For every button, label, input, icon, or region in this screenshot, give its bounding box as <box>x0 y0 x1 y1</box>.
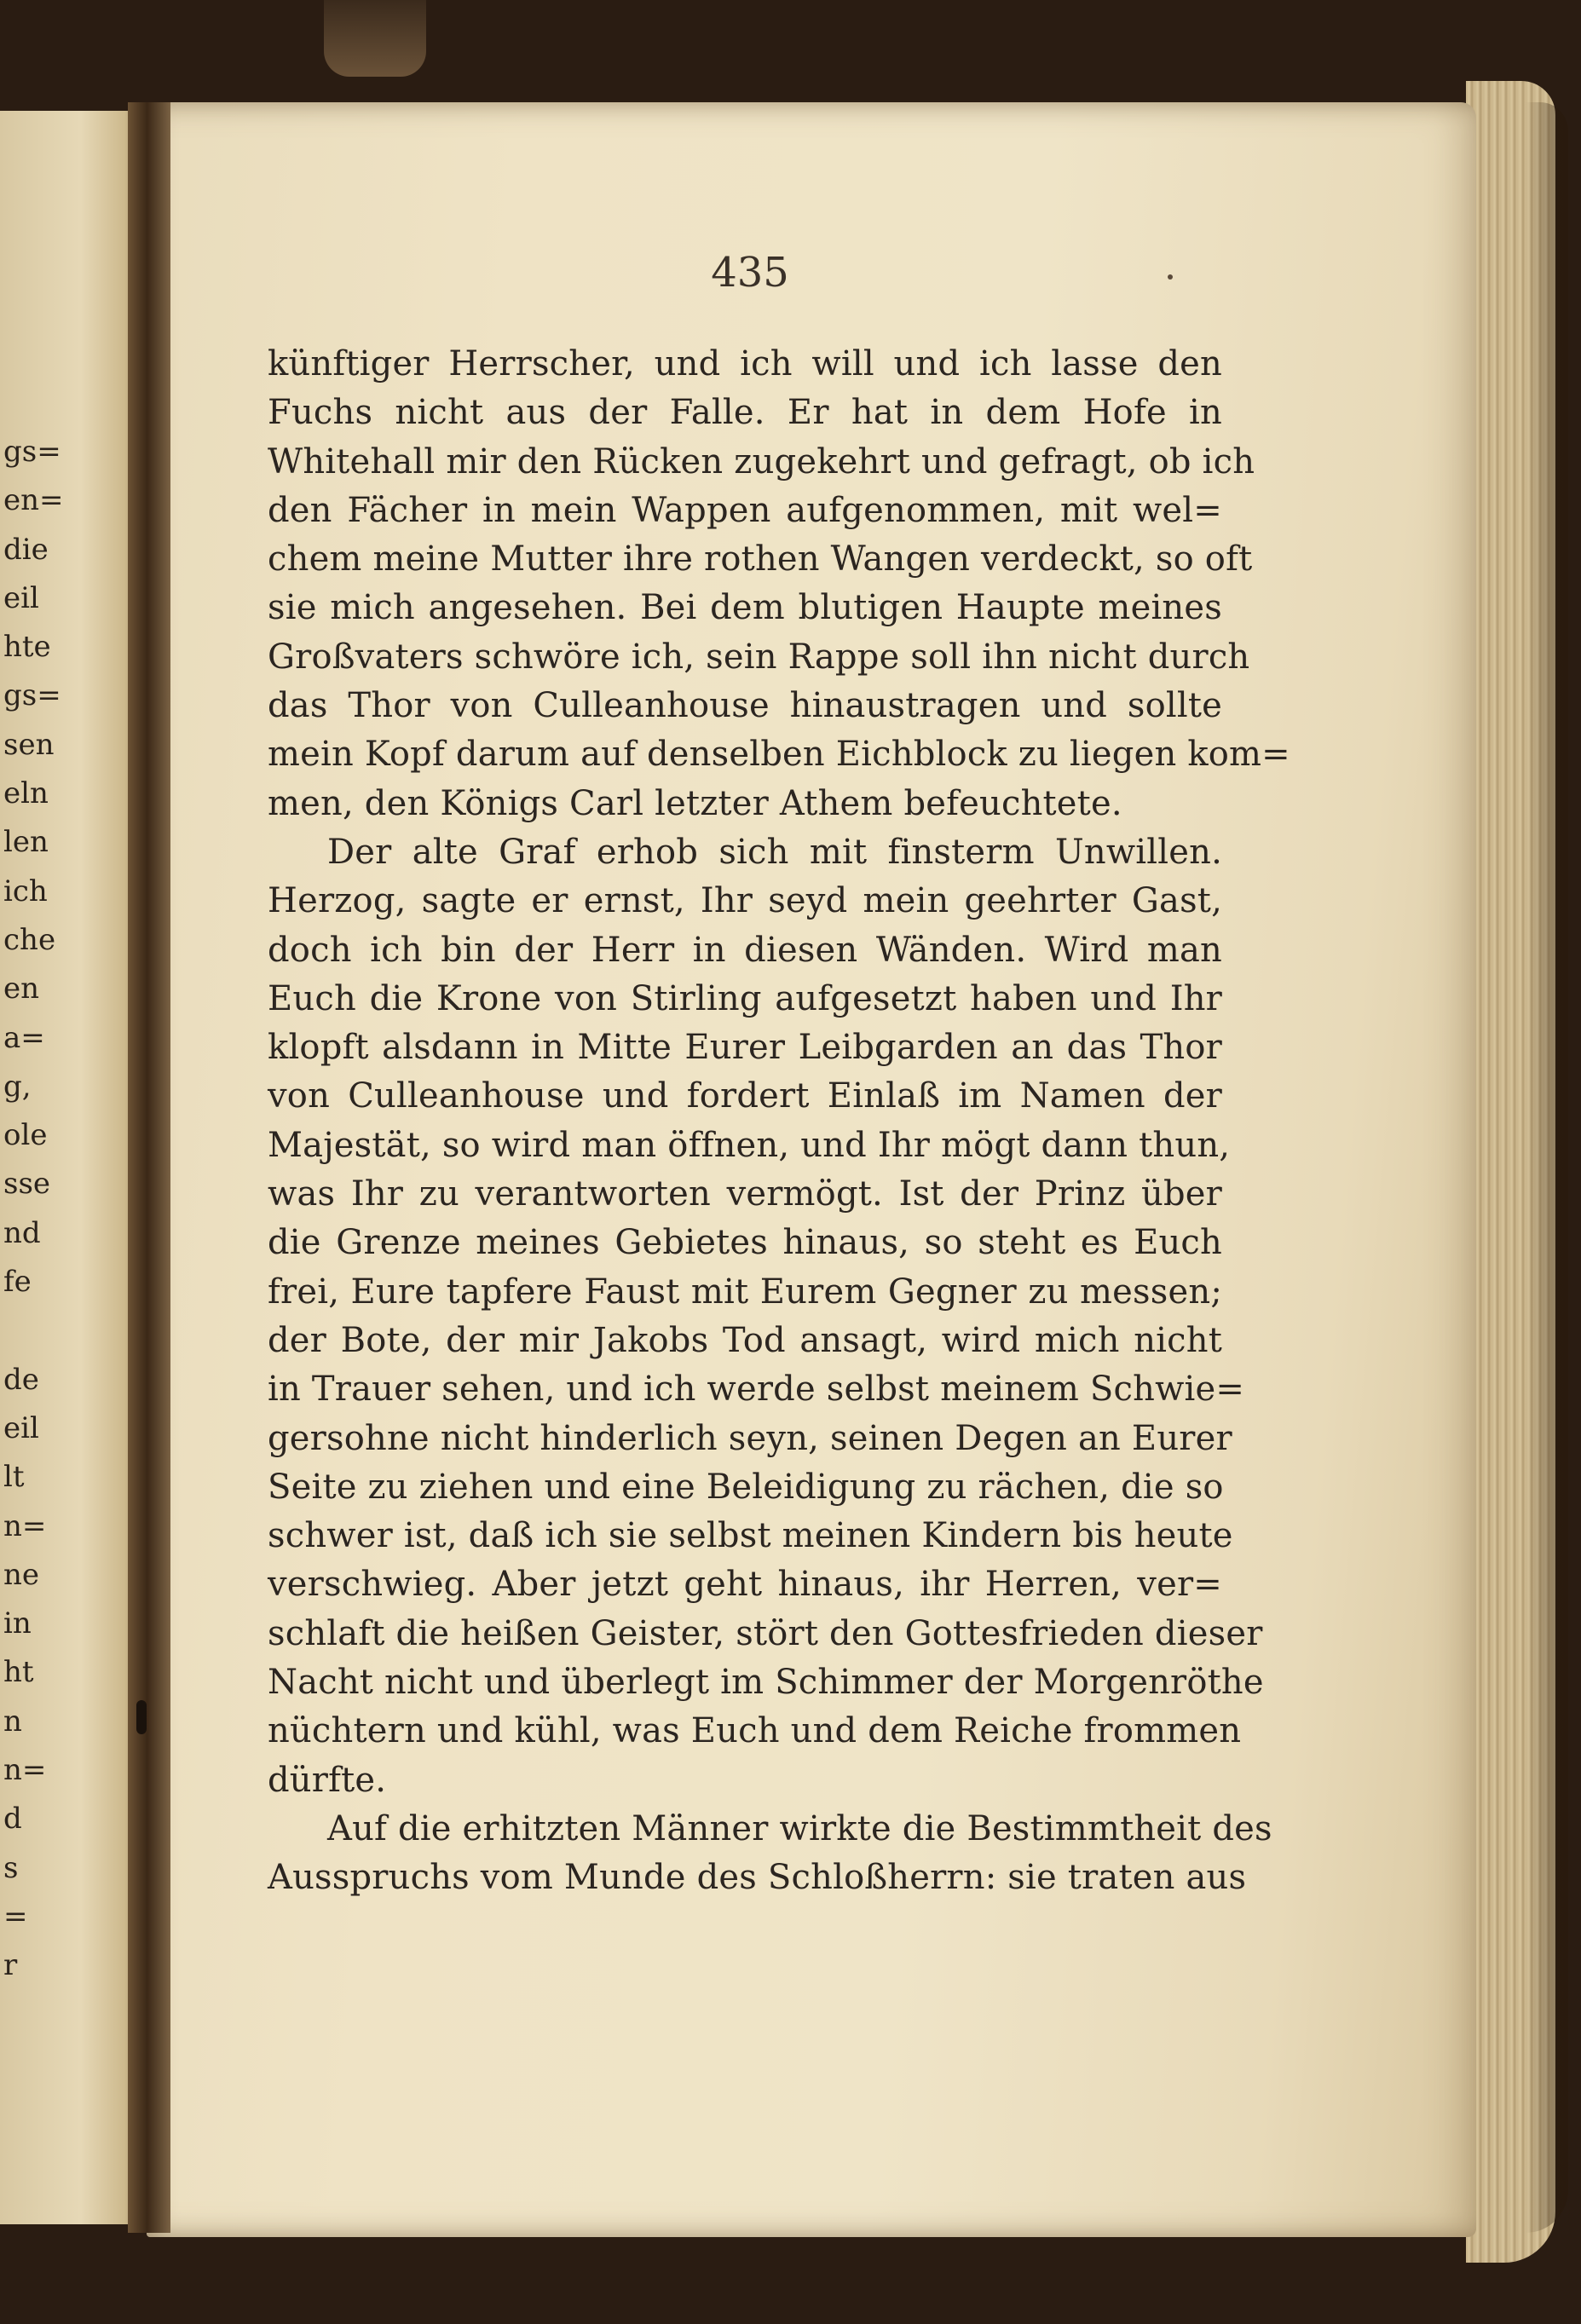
text-line: den Fächer in mein Wappen aufgenommen, mit wel= <box>268 490 1222 530</box>
print-dot <box>1168 274 1173 280</box>
text-line: Nacht nicht und überlegt im Schimmer der Morgenröthe <box>268 1663 1264 1703</box>
previous-page-fragment <box>3 1306 140 1355</box>
previous-page-fragment: n <box>3 1704 22 1739</box>
previous-page-fragment: che <box>3 922 56 957</box>
previous-page-fragment: en= <box>3 483 64 518</box>
text-line: Fuchs nicht aus der Falle. Er hat in dem Hofe in <box>268 393 1222 433</box>
text-line: das Thor von Culleanhouse hinaustragen und sollte <box>268 686 1222 726</box>
text-line: Großvaters schwöre ich, sein Rappe soll ihn nicht durch <box>268 637 1250 677</box>
text-line: Whitehall mir den Rücken zugekehrt und gefragt, ob ich <box>268 441 1255 482</box>
previous-page-fragment: sse <box>3 1167 51 1202</box>
binding-tab <box>324 0 426 77</box>
text-line: dürfte. <box>268 1760 387 1800</box>
previous-page-fragment: n= <box>3 1753 47 1788</box>
previous-page-fragment: ne <box>3 1557 40 1592</box>
text-line: schlaft die heißen Geister, stört den Gottesfrieden dieser <box>268 1613 1263 1653</box>
text-line: doch ich bin der Herr in diesen Wänden. Wird man <box>268 930 1222 970</box>
ink-smudge <box>136 1700 147 1734</box>
text-line: chem meine Mutter ihre rothen Wangen verdeckt, so oft <box>268 539 1253 580</box>
previous-page-fragment: en <box>3 972 40 1006</box>
previous-page-fragment: r <box>3 1948 18 1983</box>
page-body <box>268 340 1290 1903</box>
text-line: frei, Eure tapfere Faust mit Eurem Gegner zu messen; <box>268 1272 1222 1312</box>
text-line: schwer ist, daß ich sie selbst meinen Kindern bis heute <box>268 1516 1233 1556</box>
previous-page-fragment: sen <box>3 727 55 762</box>
previous-page-fragment: eil <box>3 580 39 615</box>
text-line: künftiger Herrscher, und ich will und ich lasse den <box>268 344 1222 383</box>
text-line: Ausspruchs vom Munde des Schloßherrn: sie traten aus <box>268 1858 1247 1898</box>
previous-page-fragment: ole <box>3 1118 48 1153</box>
previous-page-fragment: hte <box>3 630 51 665</box>
text-line: gersohne nicht hinderlich seyn, seinen Degen an Eurer <box>268 1418 1232 1458</box>
previous-page-fragment: in <box>3 1606 32 1641</box>
text-line: von Culleanhouse und fordert Einlaß im Namen der <box>268 1076 1222 1116</box>
previous-page-fragment: a= <box>3 1020 45 1055</box>
previous-page-fragment: die <box>3 532 49 567</box>
previous-page-text <box>3 428 140 1991</box>
previous-page-fragment: n= <box>3 1508 47 1543</box>
text-line: mein Kopf darum auf denselben Eichblock zu liegen kom= <box>268 735 1290 775</box>
previous-page-fragment: = <box>3 1899 28 1934</box>
previous-page-fragment: s <box>3 1850 19 1885</box>
previous-page-fragment: eln <box>3 776 49 811</box>
text-line: was Ihr zu verantworten vermögt. Ist der Prinz über <box>268 1174 1222 1214</box>
text-line: klopft alsdann in Mitte Eurer Leibgarden an das Thor <box>268 1028 1222 1068</box>
text-line: men, den Königs Carl letzter Athem befeuchtete. <box>268 783 1122 823</box>
text-line: die Grenze meines Gebietes hinaus, so steht es Euch <box>268 1223 1222 1263</box>
text-line: verschwieg. Aber jetzt geht hinaus, ihr Herren, ver= <box>268 1565 1222 1605</box>
previous-page-fragment: lt <box>3 1460 25 1495</box>
page-edges-shadow <box>1526 102 1568 2233</box>
text-line: sie mich angesehen. Bei dem blutigen Haupte meines <box>268 588 1222 628</box>
previous-page-fragment: gs= <box>3 678 61 713</box>
text-line: Majestät, so wird man öffnen, und Ihr mögt dann thun, <box>268 1125 1231 1165</box>
previous-page-fragment: g, <box>3 1069 32 1104</box>
previous-page-fragment: ht <box>3 1655 34 1690</box>
text-line: in Trauer sehen, und ich werde selbst meinem Schwie= <box>268 1370 1245 1410</box>
text-line: Der alte Graf erhob sich mit finsterm Unwillen. <box>327 832 1222 872</box>
page-number: 435 <box>711 249 789 297</box>
book-gutter <box>128 102 170 2233</box>
text-line: Herzog, sagte er ernst, Ihr seyd mein geehrter Gast, <box>268 881 1222 921</box>
previous-page-edge <box>0 111 147 2224</box>
text-line: Auf die erhitzten Männer wirkte die Bestimmtheit des <box>327 1808 1272 1848</box>
text-line: der Bote, der mir Jakobs Tod ansagt, wird mich nicht <box>268 1320 1222 1360</box>
previous-page-fragment: ich <box>3 874 48 908</box>
previous-page-fragment: de <box>3 1362 39 1397</box>
text-line: Euch die Krone von Stirling aufgesetzt haben und Ihr <box>268 978 1222 1018</box>
previous-page-fragment: len <box>3 825 49 860</box>
text-line: Seite zu ziehen und eine Beleidigung zu rächen, die so <box>268 1467 1224 1507</box>
previous-page-fragment: fe <box>3 1265 32 1300</box>
previous-page-fragment: gs= <box>3 435 61 469</box>
previous-page-fragment: d <box>3 1802 22 1837</box>
text-line: nüchtern und kühl, was Euch und dem Reiche frommen <box>268 1711 1242 1751</box>
previous-page-fragment: eil <box>3 1410 39 1445</box>
previous-page-fragment: nd <box>3 1215 41 1250</box>
